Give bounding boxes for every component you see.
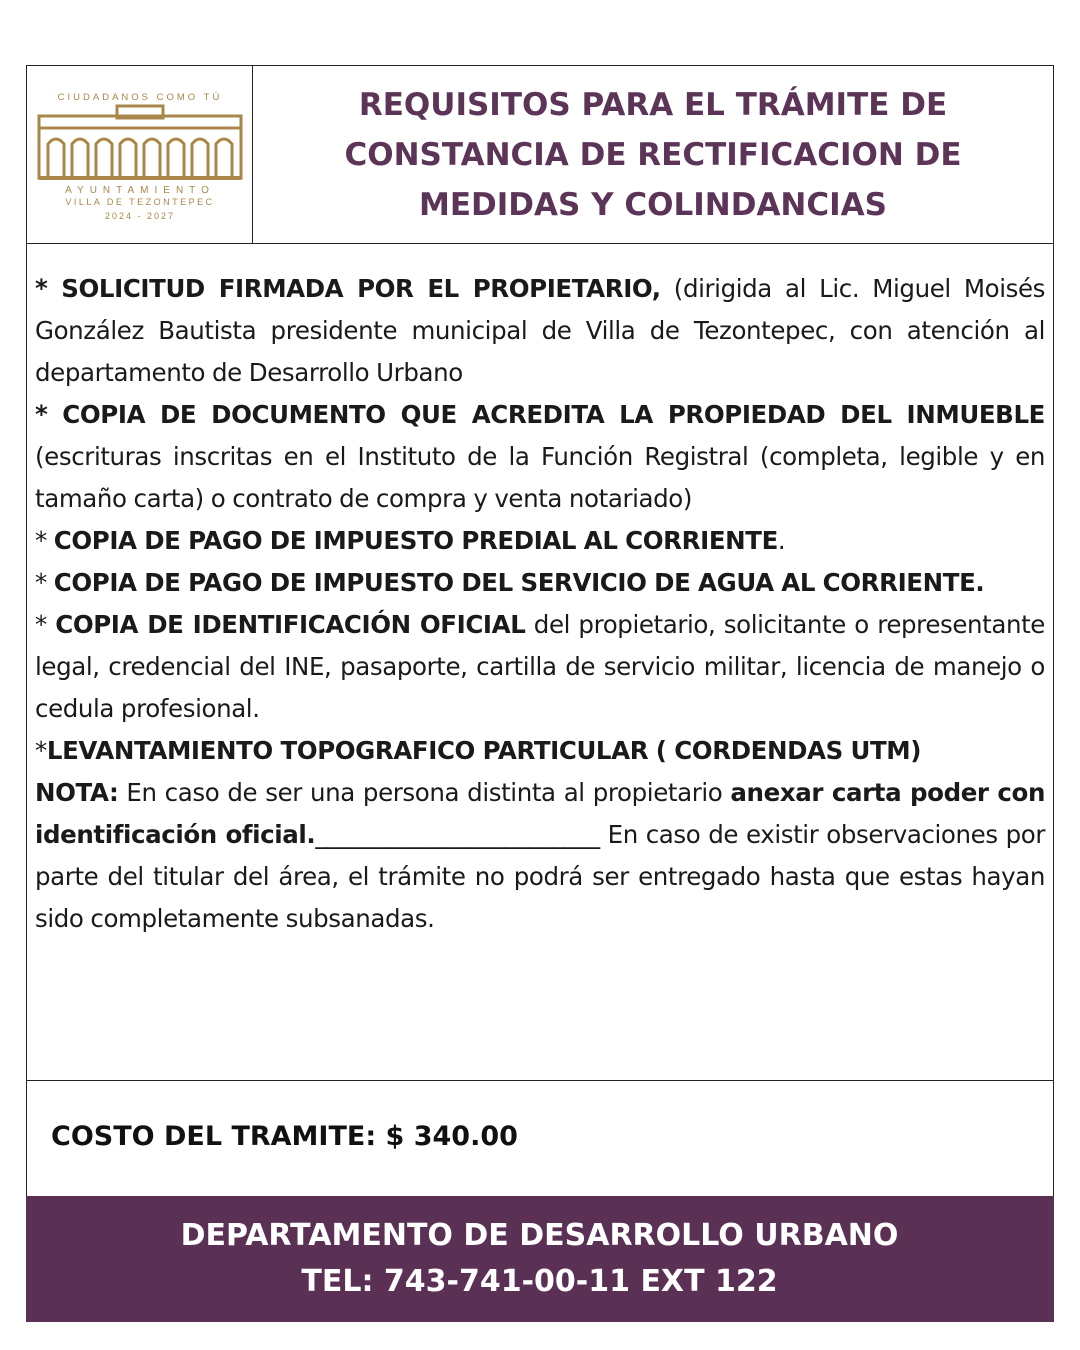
logo-years: 2024 - 2027 [104,211,176,221]
requirement-6 [35,730,1045,772]
requirement-4-bullet: * [35,568,54,597]
title-cell [253,66,1053,243]
municipal-building-logo [33,88,247,228]
footer-banner [26,1196,1054,1322]
requirement-1 [35,268,1045,394]
note-text-1: En caso de ser una persona distinta al propietario [118,778,731,807]
logo-line2: VILLA DE TEZONTEPEC [65,197,215,207]
cost-label: COSTO DEL TRAMITE: $ 340.00 [51,1121,518,1152]
requirement-6-title: LEVANTAMIENTO TOPOGRAFICO PARTICULAR ( CORDENDAS UTM) [46,736,922,765]
requirement-5 [35,604,1045,730]
document-frame [26,65,1054,1321]
requirement-5-text: del propietario, solicitante o representante legal, credencial del INE, pasaporte, cartilla de servicio militar, licencia de manejo o cedula profesional. [35,610,1045,723]
requirement-4-title: COPIA DE PAGO DE IMPUESTO DEL SERVICIO DE AGUA AL CORRIENTE. [53,568,985,597]
note-bold-text: anexar carta poder con identificación oficial. [35,778,1045,849]
requirement-3-title: COPIA DE PAGO DE IMPUESTO PREDIAL AL CORRIENTE [53,526,778,555]
note-label: NOTA: [35,778,119,807]
requirement-4 [35,562,1045,604]
requirement-1-text: (dirigida al Lic. Miguel Moisés González Bautista presidente municipal de Villa de Tezontepec, con atención al departamento de Desarrollo Urbano [35,274,1046,387]
requirement-3 [35,520,1045,562]
requirement-3-bullet: * [35,526,54,555]
requirements-section [27,244,1053,1081]
requirement-5-title: COPIA DE IDENTIFICACIÓN OFICIAL [55,610,526,639]
requirement-2 [35,394,1045,520]
requirement-3-end: . [777,526,786,555]
requirement-6-bullet: * [35,736,47,765]
requirement-2-text: (escrituras inscritas en el Instituto de la Función Registral (completa, legible y en tamaño carta) o contrato de compra y venta notariado) [35,442,1045,513]
logo-top-text: CIUDADANOS COMO TÚ [57,92,223,103]
document-title: REQUISITOS PARA EL TRÁMITE DE CONSTANCIA DE RECTIFICACION DE MEDIDAS Y COLINDANCIAS [344,86,962,223]
note-text-2: En caso de existir observaciones por parte del titular del área, el trámite no podrá ser entregado hasta que estas hayan sido completamente subsanadas. [35,820,1045,933]
document-header [27,66,1053,244]
note-underline: ________________________ [315,820,600,849]
footer-phone: TEL: 743-741-00-11 EXT 122 [301,1264,778,1299]
requirement-1-title: * SOLICITUD FIRMADA POR EL PROPIETARIO, [35,274,661,303]
requirement-5-bullet: * [35,610,56,639]
footer-department: DEPARTAMENTO DE DESARROLLO URBANO [180,1218,899,1253]
logo-line1: AYUNTAMIENTO [65,185,215,196]
logo-cell [27,66,253,243]
note-paragraph [35,772,1045,940]
requirement-2-title: * COPIA DE DOCUMENTO QUE ACREDITA LA PROPIEDAD DEL INMUEBLE [35,400,1045,429]
